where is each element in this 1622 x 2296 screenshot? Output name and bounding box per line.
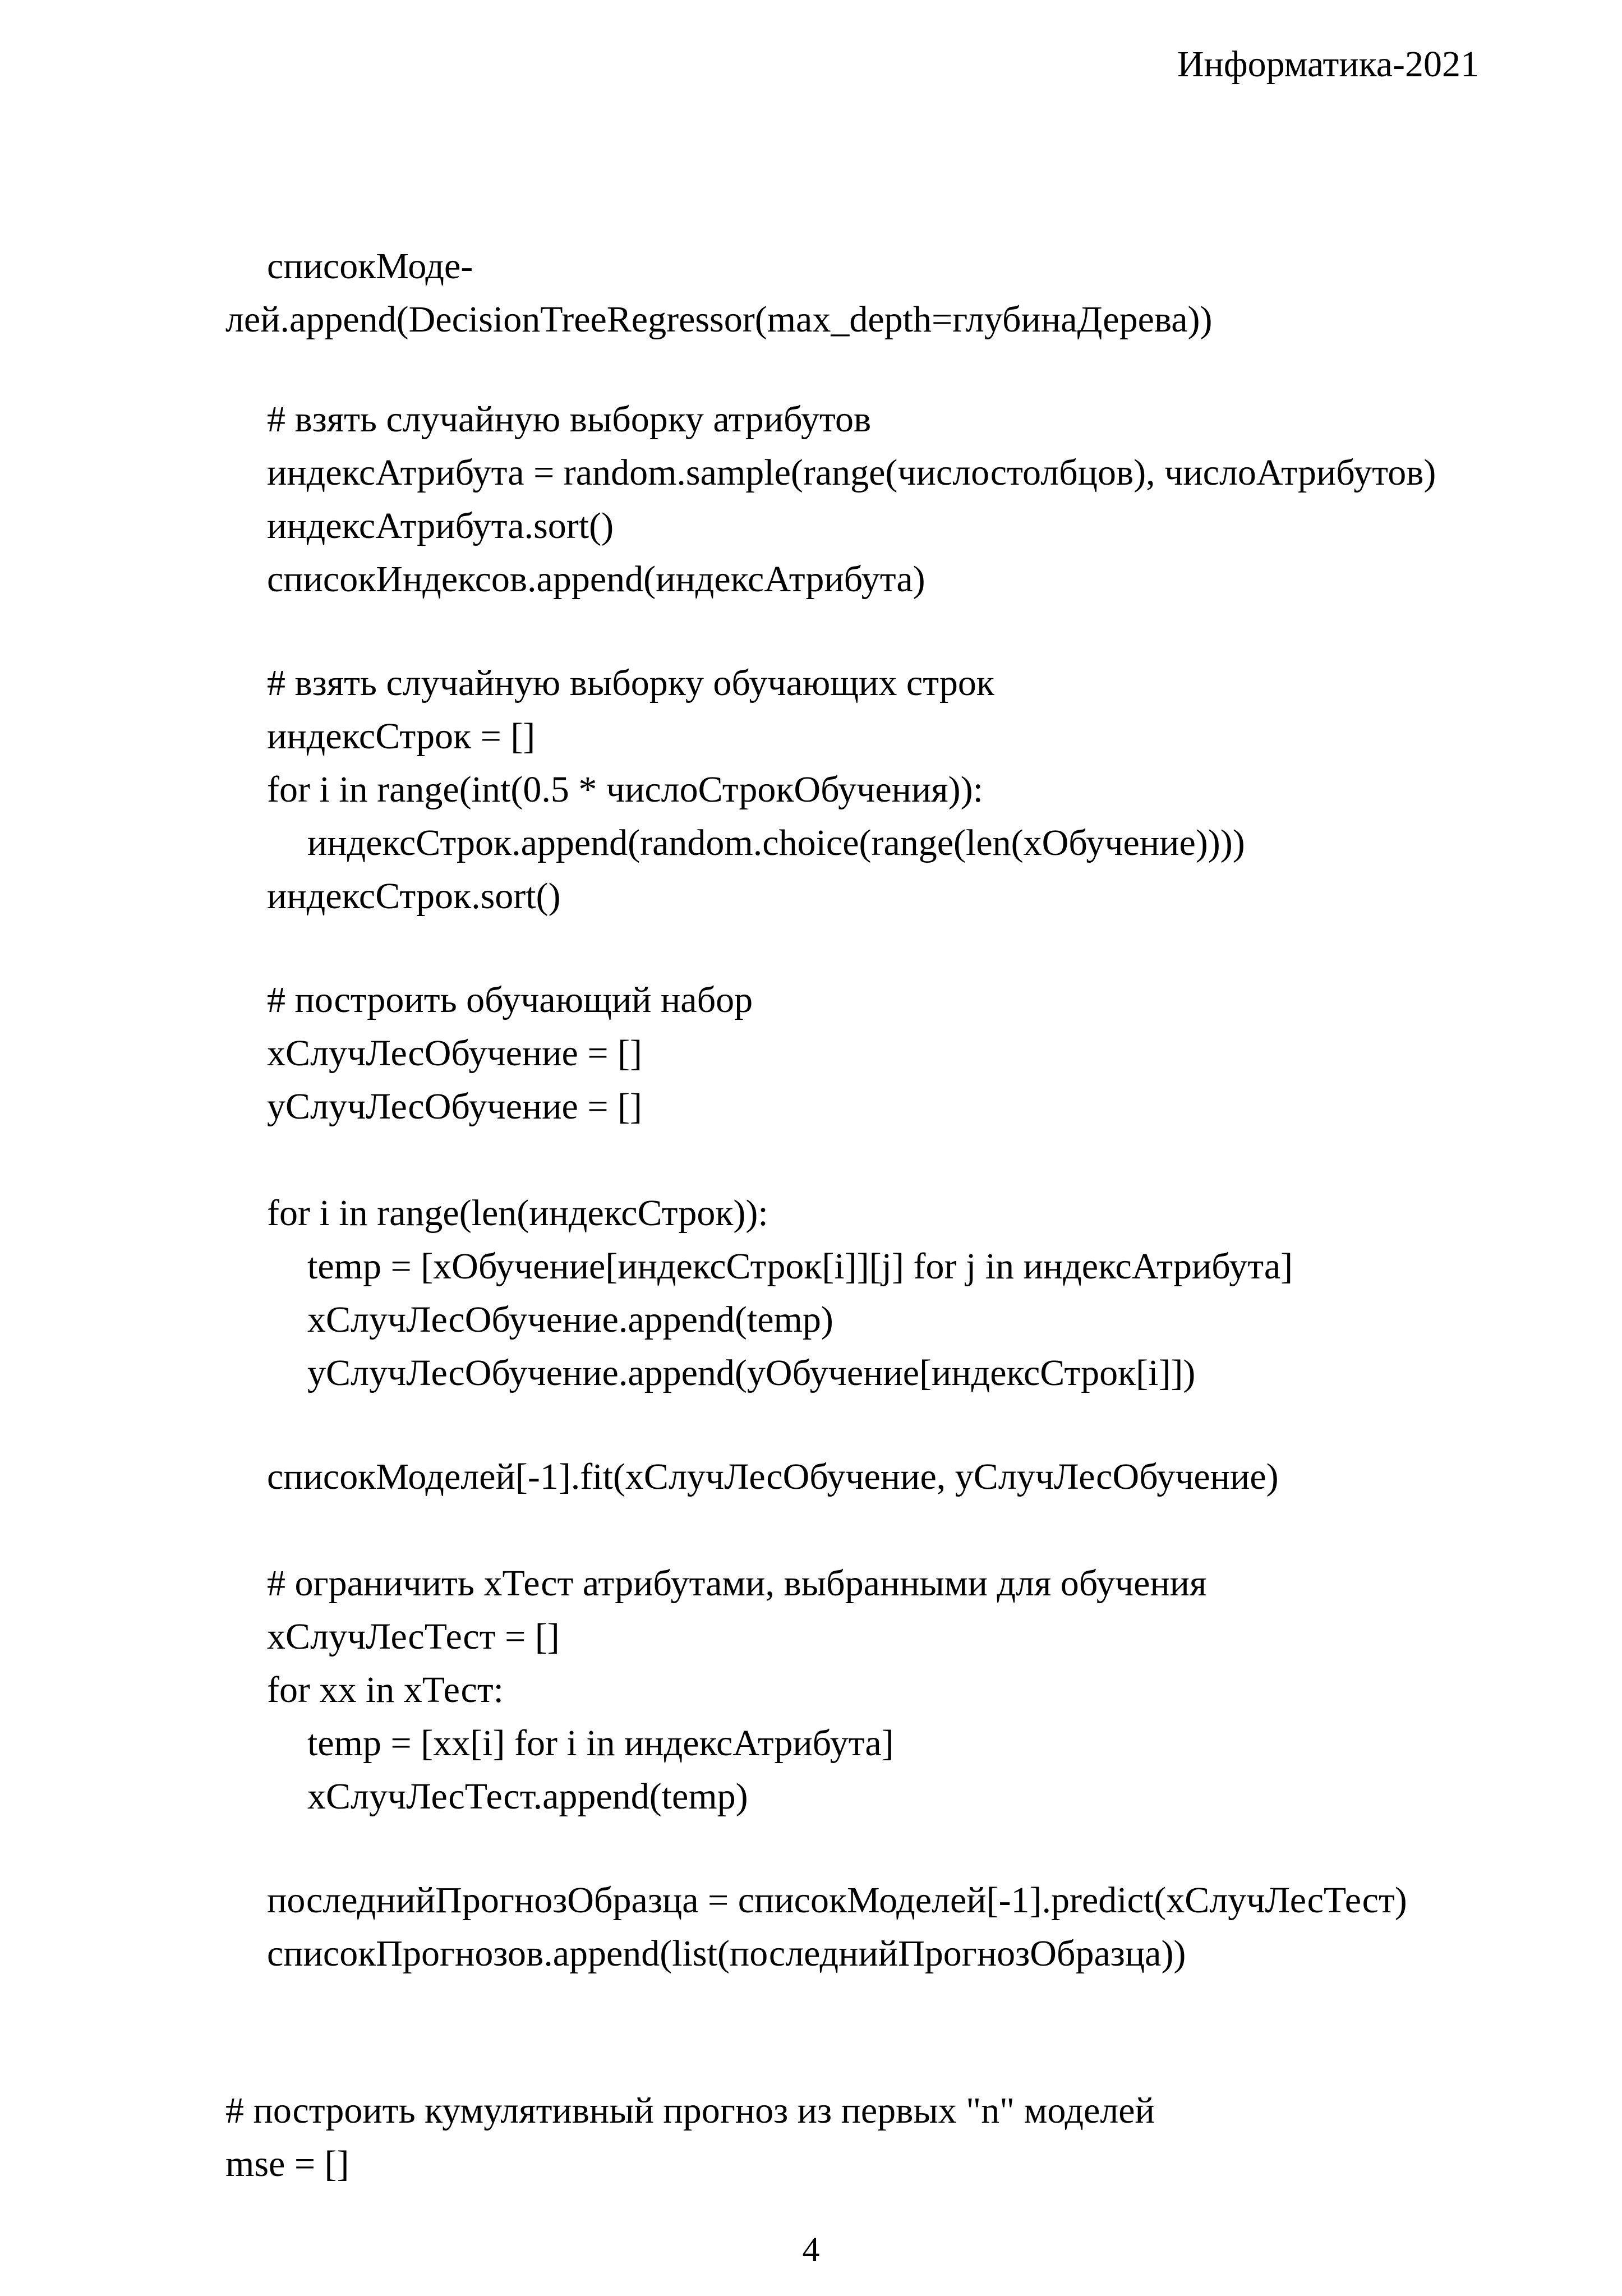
code-line: списокИндексов.append(индексАтрибута) bbox=[267, 559, 925, 600]
code-comment: # взять случайную выборку обучающих строк bbox=[267, 662, 994, 703]
code-line: yСлучЛесОбучение.append(yОбучение[индексСтрок[i]]) bbox=[307, 1352, 1196, 1393]
code-comment: # построить кумулятивный прогноз из первых "n" моделей bbox=[225, 2090, 1155, 2131]
code-line: for i in range(int(0.5 * числоСтрокОбучения)): bbox=[267, 769, 983, 810]
code-line: последнийПрогнозОбразца = списокМоделей[-1].predict(xСлучЛесТест) bbox=[267, 1880, 1407, 1921]
running-header: Информатика-2021 bbox=[1177, 44, 1479, 85]
code-line: xСлучЛесТест.append(temp) bbox=[307, 1776, 748, 1817]
code-line: xСлучЛесОбучение = [] bbox=[267, 1033, 643, 1074]
code-line: temp = [xОбучение[индексСтрок[i]][j] for j in индексАтрибута] bbox=[307, 1246, 1293, 1287]
code-line: for xx in xТест: bbox=[267, 1669, 504, 1710]
code-comment: # взять случайную выборку атрибутов bbox=[267, 399, 872, 440]
code-line: yСлучЛесОбучение = [] bbox=[267, 1086, 643, 1127]
page-number: 4 bbox=[802, 2231, 820, 2269]
code-line: индексСтрок = [] bbox=[267, 716, 536, 757]
code-line: лей.append(DecisionTreeRegressor(max_depth=глубинаДерева)) bbox=[225, 299, 1213, 340]
code-comment: # построить обучающий набор bbox=[267, 979, 753, 1020]
code-line: xСлучЛесОбучение.append(temp) bbox=[307, 1299, 833, 1340]
code-line: for i in range(len(индексСтрок)): bbox=[267, 1193, 768, 1234]
code-line: xСлучЛесТест = [] bbox=[267, 1616, 560, 1657]
code-line: индексСтрок.append(random.choice(range(len(xОбучение)))) bbox=[307, 822, 1245, 863]
code-line: списокМоде- bbox=[267, 246, 473, 287]
code-line: mse = [] bbox=[225, 2143, 349, 2184]
code-line: списокПрогнозов.append(list(последнийПрогнозОбразца)) bbox=[267, 1933, 1186, 1974]
code-line: индексАтрибута.sort() bbox=[267, 505, 614, 546]
code-line: temp = [xx[i] for i in индексАтрибута] bbox=[307, 1723, 894, 1764]
code-line: индексСтрок.sort() bbox=[267, 876, 561, 917]
code-line: индексАтрибута = random.sample(range(числостолбцов), числоАтрибутов) bbox=[267, 452, 1436, 493]
code-comment: # ограничить xТест атрибутами, выбранными для обучения bbox=[267, 1563, 1207, 1604]
code-line: списокМоделей[-1].fit(xСлучЛесОбучение, yСлучЛесОбучение) bbox=[267, 1456, 1279, 1497]
